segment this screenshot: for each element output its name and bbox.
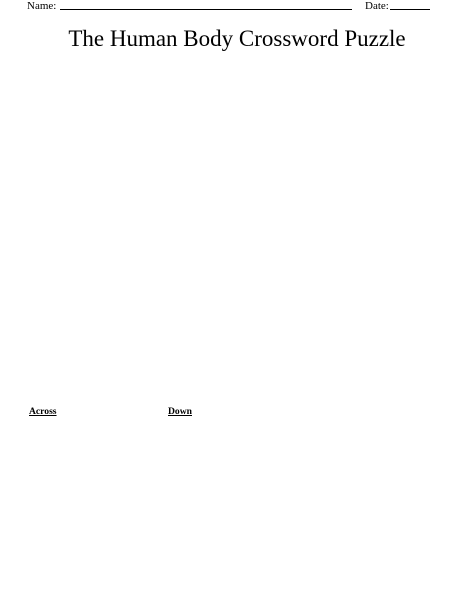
clues-column-2: [168, 407, 298, 419]
page-title: The Human Body Crossword Puzzle: [68, 26, 406, 51]
name-label: Name:: [27, 0, 57, 12]
date-label: Date:: [365, 0, 389, 12]
across-heading: Across: [29, 406, 57, 417]
clues-column-1: [29, 407, 154, 419]
down-heading: Down: [168, 406, 192, 417]
